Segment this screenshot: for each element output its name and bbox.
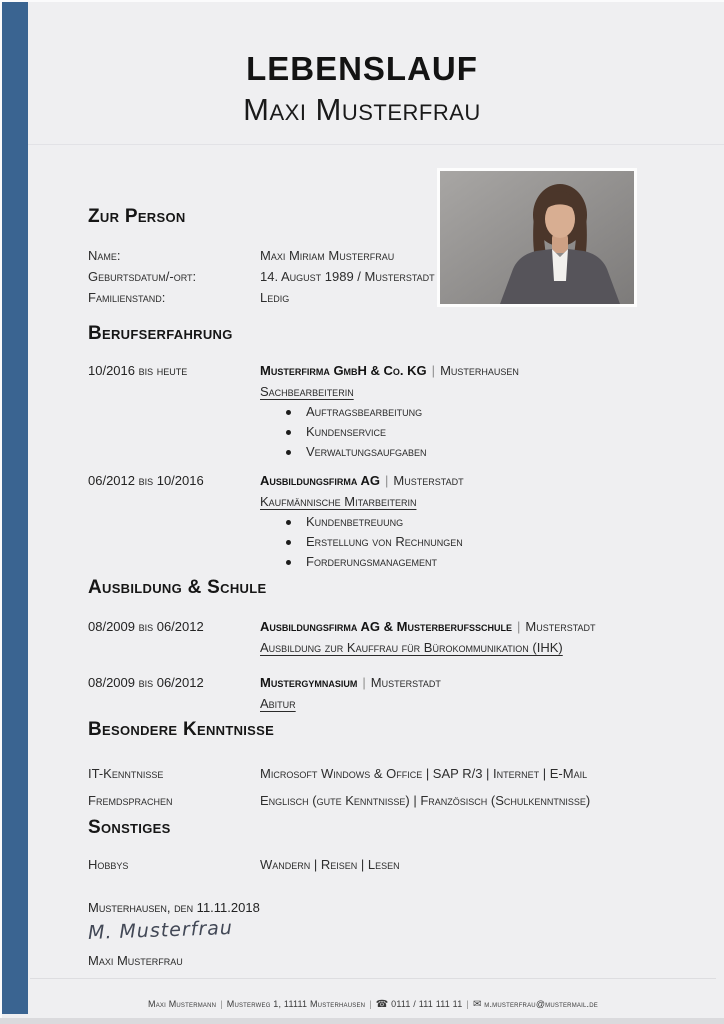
field-value: Englisch (gute Kenntnisse) | Französisch (Schulkenntnisse) — [260, 793, 591, 808]
education-entry — [88, 616, 688, 658]
school-location: Musterstadt — [525, 619, 596, 634]
place-and-date: Musterhausen, den 11.11.2018 — [88, 900, 260, 915]
field-label: Familienstand: — [88, 290, 166, 305]
field-label: Fremdsprachen — [88, 793, 173, 808]
section-heading-skills: Besondere Kenntnisse — [88, 719, 275, 740]
cv-body — [88, 0, 688, 971]
email-icon: ✉ — [472, 999, 482, 1010]
pipe-separator: | — [466, 999, 469, 1009]
field-value: 14. August 1989 / Musterstadt — [260, 269, 435, 284]
footer-email: m.musterfrau@mustermail.de — [484, 999, 598, 1009]
bullet-icon — [286, 450, 291, 455]
company-name: Musterfirma GmbH & Co. KG — [260, 363, 427, 378]
field-label: IT-Kenntnisse — [88, 766, 164, 781]
task-item: Auftragsbearbeitung — [260, 402, 688, 422]
pipe-separator: | — [385, 473, 389, 488]
field-label: Hobbys — [88, 857, 129, 872]
entry-company-line — [260, 470, 688, 491]
bullet-icon — [286, 430, 291, 435]
task-item: Erstellung von Rechnungen — [260, 532, 688, 552]
job-title: Kaufmännische Mitarbeiterin — [260, 494, 417, 509]
section-misc — [88, 816, 688, 875]
skills-row-languages — [88, 787, 688, 814]
entry-period: 08/2009 bis 06/2012 — [88, 675, 204, 690]
experience-entry — [88, 360, 688, 462]
field-label: Geburtsdatum/-ort: — [88, 269, 197, 284]
entry-period: 08/2009 bis 06/2012 — [88, 619, 204, 634]
company-location: Musterhausen — [440, 363, 519, 378]
bullet-icon — [286, 560, 291, 565]
entry-period: 10/2016 bis heute — [88, 363, 188, 378]
task-list — [260, 402, 688, 462]
section-heading-experience: Berufserfahrung — [88, 323, 233, 344]
company-location: Musterstadt — [393, 473, 464, 488]
section-experience — [88, 322, 688, 572]
task-item: Forderungsmanagement — [260, 552, 688, 572]
section-education — [88, 576, 688, 714]
footer-phone: 0111 / 111 111 11 — [391, 999, 463, 1009]
school-name: Ausbildungsfirma AG & Musterberufsschule — [260, 619, 512, 634]
school-location: Musterstadt — [370, 675, 441, 690]
bullet-icon — [286, 540, 291, 545]
degree-title: Ausbildung zur Kauffrau für Bürokommunikation (IHK) — [260, 640, 563, 655]
pipe-separator: | — [362, 675, 366, 690]
field-value: Ledig — [260, 290, 290, 305]
handwritten-signature: M. Musterfrau — [87, 916, 234, 944]
pipe-separator: | — [220, 999, 223, 1009]
closing-block — [88, 897, 688, 971]
section-heading-education: Ausbildung & Schule — [88, 577, 267, 598]
misc-row-hobbies — [88, 854, 688, 875]
signed-name: Maxi Musterfrau — [88, 953, 183, 968]
pipe-separator: | — [516, 619, 521, 634]
applicant-name-title: Maxi Musterfrau — [243, 92, 481, 127]
education-entry — [88, 672, 688, 714]
entry-school-line — [260, 616, 688, 637]
personal-row-name — [88, 245, 688, 266]
field-value: Maxi Miriam Musterfrau — [260, 248, 395, 263]
company-name: Ausbildungsfirma AG — [260, 473, 381, 488]
task-item: Kundenbetreuung — [260, 512, 688, 532]
pipe-separator: | — [369, 999, 372, 1009]
accent-sidebar — [2, 2, 28, 1014]
document-title: LEBENSLAUF — [246, 50, 478, 87]
experience-entry — [88, 470, 688, 572]
field-label: Name: — [88, 248, 121, 263]
task-item: Kundenservice — [260, 422, 688, 442]
page-bottom-edge — [0, 1018, 724, 1024]
personal-row-birth — [88, 266, 688, 287]
task-item: Verwaltungsaufgaben — [260, 442, 688, 462]
bullet-icon — [286, 520, 291, 525]
entry-period: 06/2012 bis 10/2016 — [88, 473, 204, 488]
skills-row-it — [88, 760, 688, 787]
school-name: Mustergymnasium — [260, 675, 358, 690]
page-footer — [30, 978, 716, 1010]
footer-address: Musterweg 1, 11111 Musterhausen — [226, 999, 366, 1009]
section-heading-personal: Zur Person — [88, 206, 186, 227]
pipe-separator: | — [431, 363, 436, 378]
field-value: Microsoft Windows & Office | SAP R/3 | Internet | E-Mail — [260, 766, 588, 781]
degree-title: Abitur — [260, 696, 296, 711]
task-list — [260, 512, 688, 572]
phone-icon: ☎ — [375, 999, 389, 1010]
section-personal — [88, 205, 688, 308]
section-heading-misc: Sonstiges — [88, 817, 171, 838]
field-value: Wandern | Reisen | Lesen — [260, 857, 400, 872]
footer-name: Maxi Mustermann — [148, 999, 217, 1009]
section-skills — [88, 718, 688, 814]
bullet-icon — [286, 410, 291, 415]
entry-school-line — [260, 672, 688, 693]
personal-row-marital — [88, 287, 688, 308]
job-title: Sachbearbeiterin — [260, 384, 354, 399]
entry-company-line — [260, 360, 688, 381]
